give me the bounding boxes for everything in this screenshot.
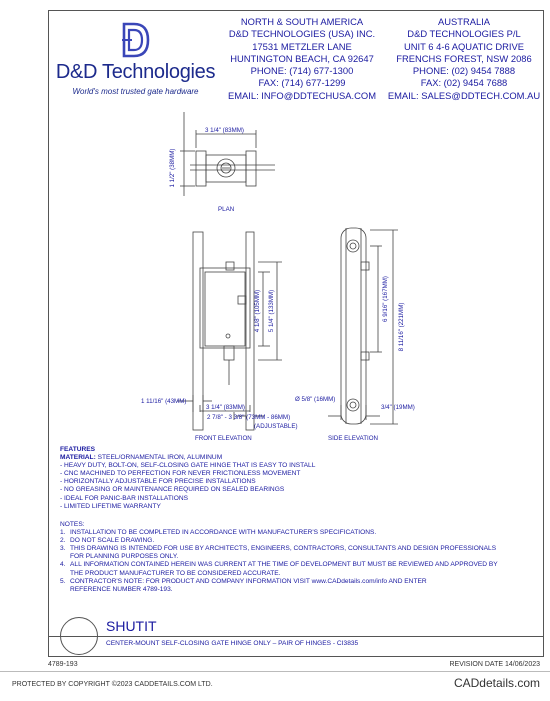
front-adjust-note: (ADJUSTABLE) (254, 423, 298, 430)
feature-item: - HEAVY DUTY, BOLT-ON, SELF-CLOSING GATE HINGE THAT IS EASY TO INSTALL (60, 462, 316, 470)
note-text: THIS DRAWING IS INTENDED FOR USE BY ARCHITECTS, ENGINEERS, CONTRACTORS, CONSULTANTS AND DESIGN PROFESSIONALS (70, 545, 497, 553)
contact-line: D&D TECHNOLOGIES (USA) INC. (228, 28, 376, 40)
brand-name: D&D Technologies (55, 61, 216, 83)
copyright-text: PROTECTED BY COPYRIGHT ©2023 CADDETAILS.COM LTD. (12, 681, 213, 688)
note-item (60, 529, 535, 537)
contact-line: PHONE: (02) 9454 7888 (412, 65, 516, 77)
side-outer-label: 8 11/16" (221MM) (398, 302, 405, 352)
contact-line: AUSTRALIA (437, 16, 491, 27)
side-elevation-title: SIDE ELEVATION (328, 435, 378, 442)
front-inner-height-label: 4 1/8" (105MM) (254, 289, 261, 333)
contact-line: NORTH & SOUTH AMERICA (240, 16, 364, 27)
note-number: 4. (60, 561, 66, 569)
caddetails-logo[interactable]: CADdetails.com (453, 676, 540, 690)
note-item (60, 537, 535, 545)
material-value: STEEL/ORNAMENTAL IRON, ALUMINUM (97, 454, 223, 462)
note-text-continued: REFERENCE NUMBER 4789-193. (70, 585, 173, 593)
contact-email[interactable]: EMAIL: SALES@DDTECH.COM.AU (387, 89, 541, 101)
feature-item: - IDEAL FOR PANIC-BAR INSTALLATIONS (60, 494, 188, 502)
note-text: INSTALLATION TO BE COMPLETED IN ACCORDANCE WITH MANUFACTURER'S SPECIFICATIONS. (70, 529, 377, 537)
title-circle-divider (60, 636, 98, 637)
notes-heading: NOTES: (60, 521, 85, 528)
note-text: DO NOT SCALE DRAWING. (70, 537, 155, 545)
title-divider (48, 636, 544, 637)
contact-line: PHONE: (714) 677-1300 (250, 65, 354, 77)
note-text-continued: FOR PLANNING PURPOSES ONLY. (70, 553, 179, 561)
feature-item: - HORIZONTALLY ADJUSTABLE FOR PRECISE INSTALLATIONS (60, 478, 256, 486)
front-elevation-title: FRONT ELEVATION (195, 435, 252, 442)
note-item (60, 561, 535, 569)
side-inner-label: 6 9/16" (167MM) (382, 276, 389, 322)
front-post-label: 1 11/16" (43MM) (141, 398, 187, 405)
contact-line: D&D TECHNOLOGIES P/L (407, 28, 521, 40)
notes-section (60, 521, 535, 594)
note-number: 5. (60, 577, 66, 585)
plan-view (180, 112, 275, 196)
note-text: CONTRACTOR'S NOTE: FOR PRODUCT AND COMPANY INFORMATION VISIT www.CADdetails.com/info AND ENTER (70, 577, 427, 585)
features-material (60, 454, 530, 462)
front-elevation-view (177, 232, 282, 430)
plan-depth-label: 1 1/2" (38MM) (169, 148, 176, 188)
note-text: ALL INFORMATION CONTAINED HEREIN WAS CURRENT AT THE TIME OF DEVELOPMENT BUT MUST BE REVIEWED AND APPROVED BY (70, 561, 498, 569)
contact-line: FAX: (714) 677-1299 (258, 77, 346, 89)
feature-item: - LIMITED LIFETIME WARRANTY (60, 502, 161, 510)
side-hole-label: Ø 5/8" (16MM) (295, 396, 336, 403)
side-width-label: 3/4" (19MM) (381, 404, 415, 411)
contact-email[interactable]: EMAIL: INFO@DDTECHUSA.COM (227, 89, 377, 101)
note-item (60, 545, 535, 553)
title-block (48, 612, 544, 657)
contact-line: UNIT 6 4-6 AQUATIC DRIVE (404, 40, 524, 52)
features-heading: FEATURES (60, 446, 96, 453)
note-text-continued: THE PRODUCT MANUFACTURER TO BE CONSIDERED ACCURATE. (70, 569, 281, 577)
front-outer-height-label: 5 1/4" (133MM) (268, 289, 275, 333)
feature-item: - NO GREASING OR MAINTENANCE REQUIRED ON SEALED BEARINGS (60, 486, 285, 494)
plan-width-label: 3 1/4" (83MM) (205, 127, 244, 134)
contact-line: HUNTINGTON BEACH, CA 92647 (230, 52, 374, 64)
side-elevation-view (328, 228, 398, 424)
revision-date: REVISION DATE 14/06/2023 (449, 661, 540, 668)
note-number: 3. (60, 545, 66, 553)
product-subtitle: CENTER-MOUNT SELF-CLOSING GATE HINGE ONLY – PAIR OF HINGES - CI3835 (106, 640, 359, 647)
material-label: MATERIAL: (60, 454, 96, 462)
note-item (60, 578, 535, 586)
copyright-bar (0, 671, 550, 701)
note-number: 1. (60, 529, 66, 537)
plan-title: PLAN (218, 206, 235, 213)
reference-number: 4789-193 (48, 661, 78, 668)
note-number: 2. (60, 537, 66, 545)
product-title: SHUTIT (106, 618, 157, 634)
contact-line: FRENCHS FOREST, NSW 2086 (396, 52, 532, 64)
front-width-label: 3 1/4" (83MM) (206, 404, 245, 411)
contact-line: 17531 METZLER LANE (252, 40, 352, 52)
contact-line: FAX: (02) 9454 7688 (420, 77, 508, 89)
feature-item: - CNC MACHINED TO PERFECTION FOR NEVER FRICTIONLESS MOVEMENT (60, 470, 301, 478)
front-adjust-label: 2 7/8" - 3 3/8" (73MM - 86MM) (207, 414, 291, 421)
brand-tagline: World's most trusted gate hardware (72, 87, 199, 96)
features-section (60, 446, 530, 511)
